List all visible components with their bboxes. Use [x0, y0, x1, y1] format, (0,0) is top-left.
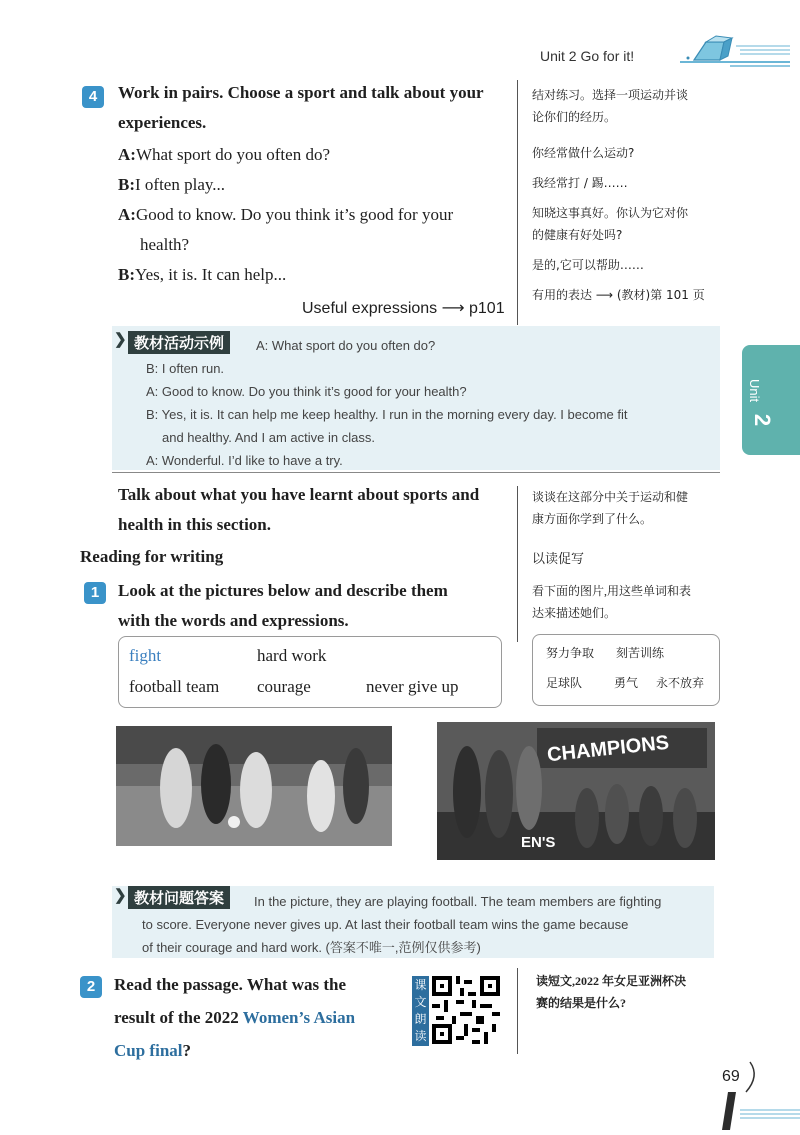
reading-audio-label: 课文朗读: [412, 976, 429, 1046]
word-item: football team: [129, 677, 220, 696]
section-title-translation: 以读促写: [532, 552, 585, 567]
dialogue: [118, 140, 513, 290]
cn-word-item: 足球队: [546, 676, 583, 690]
unit-header-label: Unit 2 Go for it!: [540, 48, 635, 64]
unit-side-tab[interactable]: [742, 345, 800, 455]
unit-tab-number: 2: [750, 413, 776, 427]
chevron-right-icon: ❯: [114, 332, 127, 348]
football-match-photo: [116, 726, 392, 846]
word-item: never give up: [366, 677, 459, 696]
section1-instruction: Look at the pictures below and describe them with the words and expressions.: [118, 581, 448, 630]
cn-word-item: 刻苦训练: [616, 646, 665, 660]
word-item: courage: [257, 677, 311, 696]
divider: [112, 472, 720, 473]
word-item: hard work: [257, 646, 327, 665]
example-lines: B: I often run. A: Good to know. Do you think it’s good for your health? B: Yes, it is. It can help me keep healthy. I run in the morning every day. I become fit and healthy. And I am active in class. A: Wonderful. I’d like to have a try.: [146, 361, 628, 468]
talk-instruction: Talk about what you have learnt about sports and health in this section.: [118, 485, 480, 534]
cn-word-item: 勇气: [614, 676, 639, 690]
activity-number-badge: 1: [84, 582, 106, 604]
champions-photo: [437, 722, 715, 860]
section4-instruction: Work in pairs. Choose a sport and talk about your experiences.: [118, 83, 484, 132]
answer-line: of their courage and hard work. (答案不唯一,范例仅供参考): [142, 940, 481, 955]
example-line: A: What sport do you often do?: [256, 338, 436, 353]
section2-translation: 读短文,2022 年女足亚洲杯决 赛的结果是什么?: [536, 974, 687, 1010]
dialogue-line: B:I often play...: [118, 175, 226, 194]
dialogue-line: B:Yes, it is. It can help...: [118, 265, 287, 284]
book-illustration-icon: [680, 34, 790, 70]
section-title: Reading for writing: [80, 547, 224, 566]
word-item: fight: [129, 646, 162, 665]
useful-expressions-ref: Useful expressions ⟶ p101: [302, 300, 505, 317]
dialogue-line: A:Good to know. Do you think it’s good for your: [118, 205, 454, 224]
answer-line: In the picture, they are playing football. The team members are fighting: [254, 894, 662, 909]
talk-translation: 谈谈在这部分中关于运动和健 康方面你学到了什么。: [532, 490, 689, 526]
page-number: 69: [722, 1068, 740, 1085]
unit-tab-label: Unit: [747, 379, 762, 403]
section4-translation: 结对练习。选择一项运动并谈 论你们的经历。 你经常做什么运动? 我经常打 / 踢…… 知晓这事真好。你认为它对你 的健康有好处吗? 是的,它可以帮助…… 有用的表达 ⟶ (教材)第 101 页: [532, 88, 705, 302]
chevron-right-icon: ❯: [114, 888, 127, 904]
section2-question: Read the passage. What was the result of the 2022 Women’s Asian Cup final?: [114, 975, 356, 1060]
qr-code-icon[interactable]: [432, 976, 500, 1044]
page-corner-decoration: [700, 1058, 800, 1130]
cn-word-item: 努力争取: [546, 646, 595, 660]
example-tag: 教材活动示例: [128, 331, 230, 354]
dialogue-line: health?: [140, 235, 190, 254]
banner-text: CHAMPIONS: [546, 731, 670, 767]
activity-number-badge: 2: [80, 976, 102, 998]
answer-line: to score. Everyone never gives up. At last their football team wins the game because: [142, 917, 629, 932]
activity-number-badge: 4: [82, 86, 104, 108]
dialogue-line: A:What sport do you often do?: [118, 145, 330, 164]
answer-tag: 教材问题答案: [128, 886, 230, 909]
section1-translation: 看下面的图片,用这些单词和表 达来描述她们。: [532, 584, 692, 620]
banner-bottom-text: EN'S: [521, 834, 556, 851]
cn-word-item: 永不放弃: [656, 676, 705, 690]
